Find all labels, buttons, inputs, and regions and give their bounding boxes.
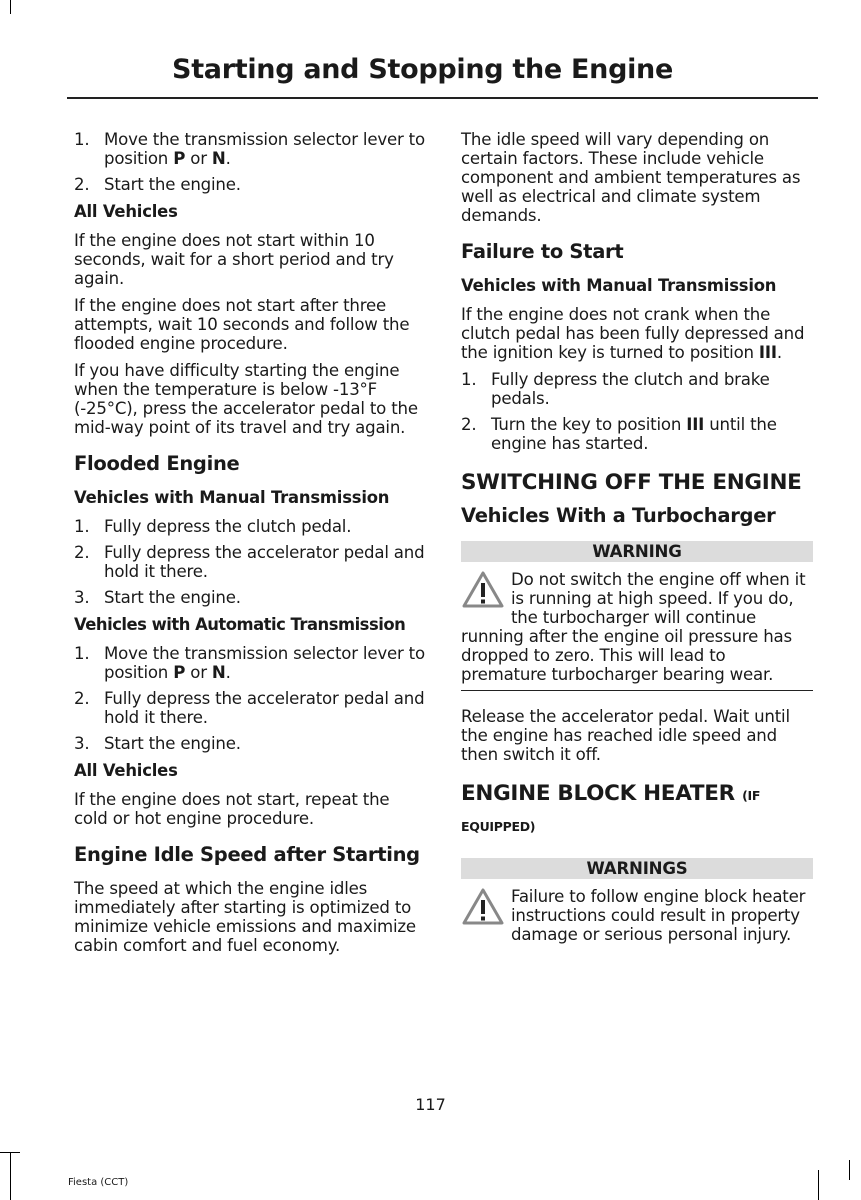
crop-mark — [10, 1152, 11, 1200]
paragraph: If the engine does not start within 10 seconds, wait for a short period and try again. — [74, 231, 394, 288]
start-procedure-list — [74, 130, 426, 194]
warning-label: WARNING — [461, 541, 813, 562]
list-item: 1. Fully depress the clutch and brake pedals. — [461, 370, 770, 408]
footer-model: Fiesta (CCT) — [68, 1177, 129, 1188]
left-column — [74, 130, 426, 963]
list-number: 2. — [74, 175, 90, 194]
warning-text: Do not switch the engine off when it is running at high speed. If you do, the turbocharger will continue running after the engine oil pressure has dropped to zero. This will lead to premature turbocharger bearing wear. — [461, 570, 806, 684]
list-item: 1. Fully depress the clutch pedal. — [74, 517, 352, 536]
list-item: 3. Start the engine. — [74, 734, 241, 753]
paragraph: If the engine does not crank when the clutch pedal has been fully depressed and the ignition key is turned to position III. — [461, 305, 805, 362]
list-item — [74, 130, 426, 168]
heading-switching-off-engine: SWITCHING OFF THE ENGINE — [461, 470, 802, 495]
paragraph: The idle speed will vary depending on certain factors. These include vehicle component and ambient temperatures as well as electrical and climate system demands. — [461, 130, 801, 225]
heading-flooded-engine: Flooded Engine — [74, 452, 240, 475]
warnings-text: Failure to follow engine block heater instructions could result in property damage or serious personal injury. — [511, 887, 806, 944]
subheading-automatic-transmission: Vehicles with Automatic Transmission — [74, 615, 406, 634]
warning-triangle-icon — [461, 887, 505, 927]
paragraph: Release the accelerator pedal. Wait until the engine has reached idle speed and then switch it off. — [461, 707, 790, 764]
list-item: 2. Fully depress the accelerator pedal and hold it there. — [74, 689, 425, 727]
heading-engine-idle-speed: Engine Idle Speed after Starting — [74, 843, 420, 866]
subheading-manual-transmission: Vehicles with Manual Transmission — [74, 488, 390, 507]
heading-failure-to-start: Failure to Start — [461, 240, 624, 263]
warning-triangle-icon — [461, 570, 505, 610]
page-number: 117 — [415, 1095, 446, 1114]
paragraph: If the engine does not start, repeat the cold or hot engine procedure. — [74, 790, 390, 828]
list-item: 2. Fully depress the accelerator pedal and hold it there. — [74, 543, 425, 581]
flooded-manual-list — [74, 517, 426, 607]
crop-mark — [818, 1170, 819, 1200]
right-column — [461, 130, 813, 944]
crop-mark — [0, 1152, 20, 1153]
warning-divider — [461, 690, 813, 691]
list-text: Start the engine. — [104, 175, 241, 194]
heading-engine-block-heater: ENGINE BLOCK HEATER (IF EQUIPPED) — [461, 781, 761, 834]
failure-to-start-list — [461, 370, 813, 453]
page-title: Starting and Stopping the Engine — [172, 54, 673, 85]
paragraph: If the engine does not start after three attempts, wait 10 seconds and follow the flooded engine procedure. — [74, 296, 410, 353]
title-divider — [67, 97, 818, 99]
subheading-all-vehicles: All Vehicles — [74, 761, 178, 780]
list-text: Move the transmission selector lever to position P or N. — [104, 130, 425, 168]
crop-mark — [10, 0, 11, 14]
list-item: 2. Turn the key to position III until the engine has started. — [461, 415, 777, 453]
warning-box — [461, 570, 813, 684]
list-number: 1. — [74, 130, 90, 149]
subheading-all-vehicles: All Vehicles — [74, 202, 178, 221]
heading-turbocharger: Vehicles With a Turbocharger — [461, 504, 776, 527]
subheading-manual-transmission: Vehicles with Manual Transmission — [461, 276, 777, 295]
flooded-automatic-list — [74, 644, 426, 753]
paragraph: The speed at which the engine idles immediately after starting is optimized to minimize vehicle emissions and maximize cabin comfort and fuel economy. — [74, 879, 416, 955]
list-item: 1. Move the transmission selector lever to position P or N. — [74, 644, 425, 682]
list-item — [74, 175, 426, 194]
warnings-box — [461, 887, 813, 944]
list-item: 3. Start the engine. — [74, 588, 241, 607]
paragraph: If you have difficulty starting the engine when the temperature is below -13°F (-25°C), press the accelerator pedal to the mid-way point of its travel and try again. — [74, 361, 418, 437]
warnings-label: WARNINGS — [461, 858, 813, 879]
crop-mark — [849, 1160, 850, 1180]
